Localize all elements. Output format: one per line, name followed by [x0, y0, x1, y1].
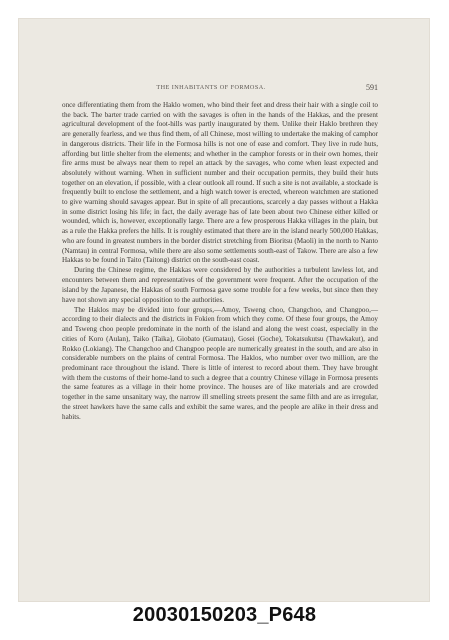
running-title: THE INHABITANTS OF FORMOSA.	[156, 84, 266, 91]
page-number: 591	[366, 83, 378, 92]
paragraph-haklo-groups: The Haklos may be divided into four groups,—Amoy, Tsweng choo, Changchoo, and Changpoo,—according to their dialects and the districts in Fokien from which they come. Of these four groups, the Amoy and Tsweng choo people predominate in the north of the island and along the west coast, especially in the cities of Koro (Aulan), Taiko (Taika), Giobato (Gumatau), Gosei (Goche), Tokatsukutsu (Thawkakut), and Rokko (Lokiang). The Changchoo and Changpoo people are numerically greatest in the south, and are also in considerable numbers on the plains of central Formosa. The Haklos, who number over two million, are the predominant race throughout the island. There is little of interest to record about them. They have brought with them the customs of their home-land to such a degree that a country Chinese village in Formosa presents the same features as a village in their home province. The houses are of like materials and are crowded together in the same unsanitary way, the narrow ill smelling streets present the same filth and are as irregular, the street hawkers have the same calls and exhibit the same wares, and the people are alike in their dress and habits.	[62, 305, 378, 421]
paragraph-hakka-life: once differentiating them from the Haklo women, who bind their feet and dress their hair with a single coil to the back. The barter trade carried on with the savages is often in the hands of the Hakkas, and the present agricultural development of the foot-hills was partly inaugurated by them. Unlike their Haklo brethren they are generally fearless, and we thus find them, of all Chinese, most willing to undertake the making of camphor in dangerous districts. Their life in the Formosa hills is not one of ease and comfort. They live in rude huts, affording but little shelter from the elements; and whether in the camphor forests or in their own homes, their fire arms must be always near them to repel an attack by the savages, who come when least expected and absolutely without warning. When in sufficient number and their occupation permits, they build their huts together on an elevation, if possible, with a clear outlook all round. If such a site is not available, a stockade is frequently built to enclose the settlement, and a high watch tower is erected, whereon watchmen are stationed to give warning should savages appear. But in spite of all precautions, scarcely a day passes without a Hakka in some district losing his life; in fact, the daily average has of late been about two Chinese either killed or wounded, which is, however, exceptionally large. There are a few prosperous Hakka villages in the plain, but as a rule the Hakka prefers the hills. It is roughly estimated that there are in the island nearly 500,000 Hakkas, who are found in greatest numbers in the border district stretching from Bioritsu (Maoli) in the north to Nanto (Namtau) in central Formosa, while there are also some settlements south-east of Takow. There are also a few Hakkas to be found in Taito (Taitong) district on the south-east coast.	[62, 101, 378, 265]
image-identifier-caption: 20030150203_P648	[132, 604, 317, 626]
paragraph-chinese-regime: During the Chinese regime, the Hakkas were considered by the authorities a turbulent lawless lot, and encounters between them and representatives of the government were frequent. After the occupation of the island by the Japanese, the Hakkas of south Formosa gave some trouble for a few weeks, but since then they have not shown any special opposition to the authorities.	[62, 266, 378, 304]
running-head	[44, 84, 378, 98]
body-text	[62, 101, 378, 422]
